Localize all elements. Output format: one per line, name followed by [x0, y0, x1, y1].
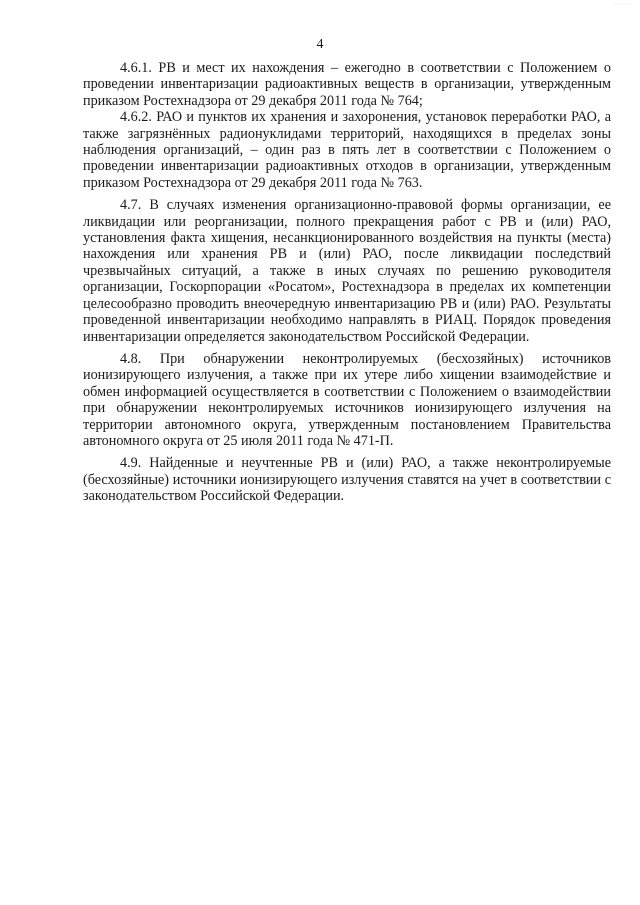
document-body [83, 60, 611, 505]
paragraph-4-8: 4.8. При обнаружении неконтролируемых (бесхозяйных) источников ионизирующего излучения, а также при их утере либо хищении взаимодействие и обмен информацией осуществляется в соответствии с Положением о взаимодействии при обнаружении неконтролируемых источников ионизирующего излучения на территории автономного округа, утвержденным постановлением Правительства автономного округа от 25 июля 2011 года № 471-П. [83, 350, 611, 449]
paragraph-4-6-1: 4.6.1. РВ и мест их нахождения – ежегодно в соответствии с Положением о проведении инвентаризации радиоактивных веществ в организации, утвержденным приказом Ростехнадзора от 29 декабря 2011 года № 764; [83, 60, 611, 109]
paragraph-4-7: 4.7. В случаях изменения организационно-правовой формы организации, ее ликвидации или реорганизации, полного прекращения работ с РВ и (или) РАО, установления факта хищения, несанкционированного воздействия на пункты (места) нахождения или хранения РВ и (или) РАО, после ликвидации последствий чрезвычайных ситуаций, а также в иных случаях по решению руководителя организации, Госкорпорации «Росатом», Ростехнадзора в пределах их компетенции целесообразно проводить внеочередную инвентаризацию РВ и (или) РАО. Результаты проведенной инвентаризации необходимо направлять в РИАЦ. Порядок проведения инвентаризации определяется законодательством Российской Федерации. [83, 197, 611, 345]
page-number: 4 [316, 37, 324, 52]
corner-mark: ······ [614, 2, 632, 8]
paragraph-4-6-2: 4.6.2. РАО и пунктов их хранения и захоронения, установок переработки РАО, а также загрязнённых радионуклидами территорий, находящихся в пределах зоны наблюдения организаций, – один раз в пять лет в соответствии с Положением о проведении инвентаризации радиоактивных отходов в организации, утвержденным приказом Ростехнадзора от 29 декабря 2011 года № 763. [83, 109, 611, 191]
paragraph-4-9: 4.9. Найденные и неучтенные РВ и (или) РАО, а также неконтролируемые (бесхозяйные) источники ионизирующего излучения ставятся на учет в соответствии с законодательством Российской Федерации. [83, 455, 611, 505]
